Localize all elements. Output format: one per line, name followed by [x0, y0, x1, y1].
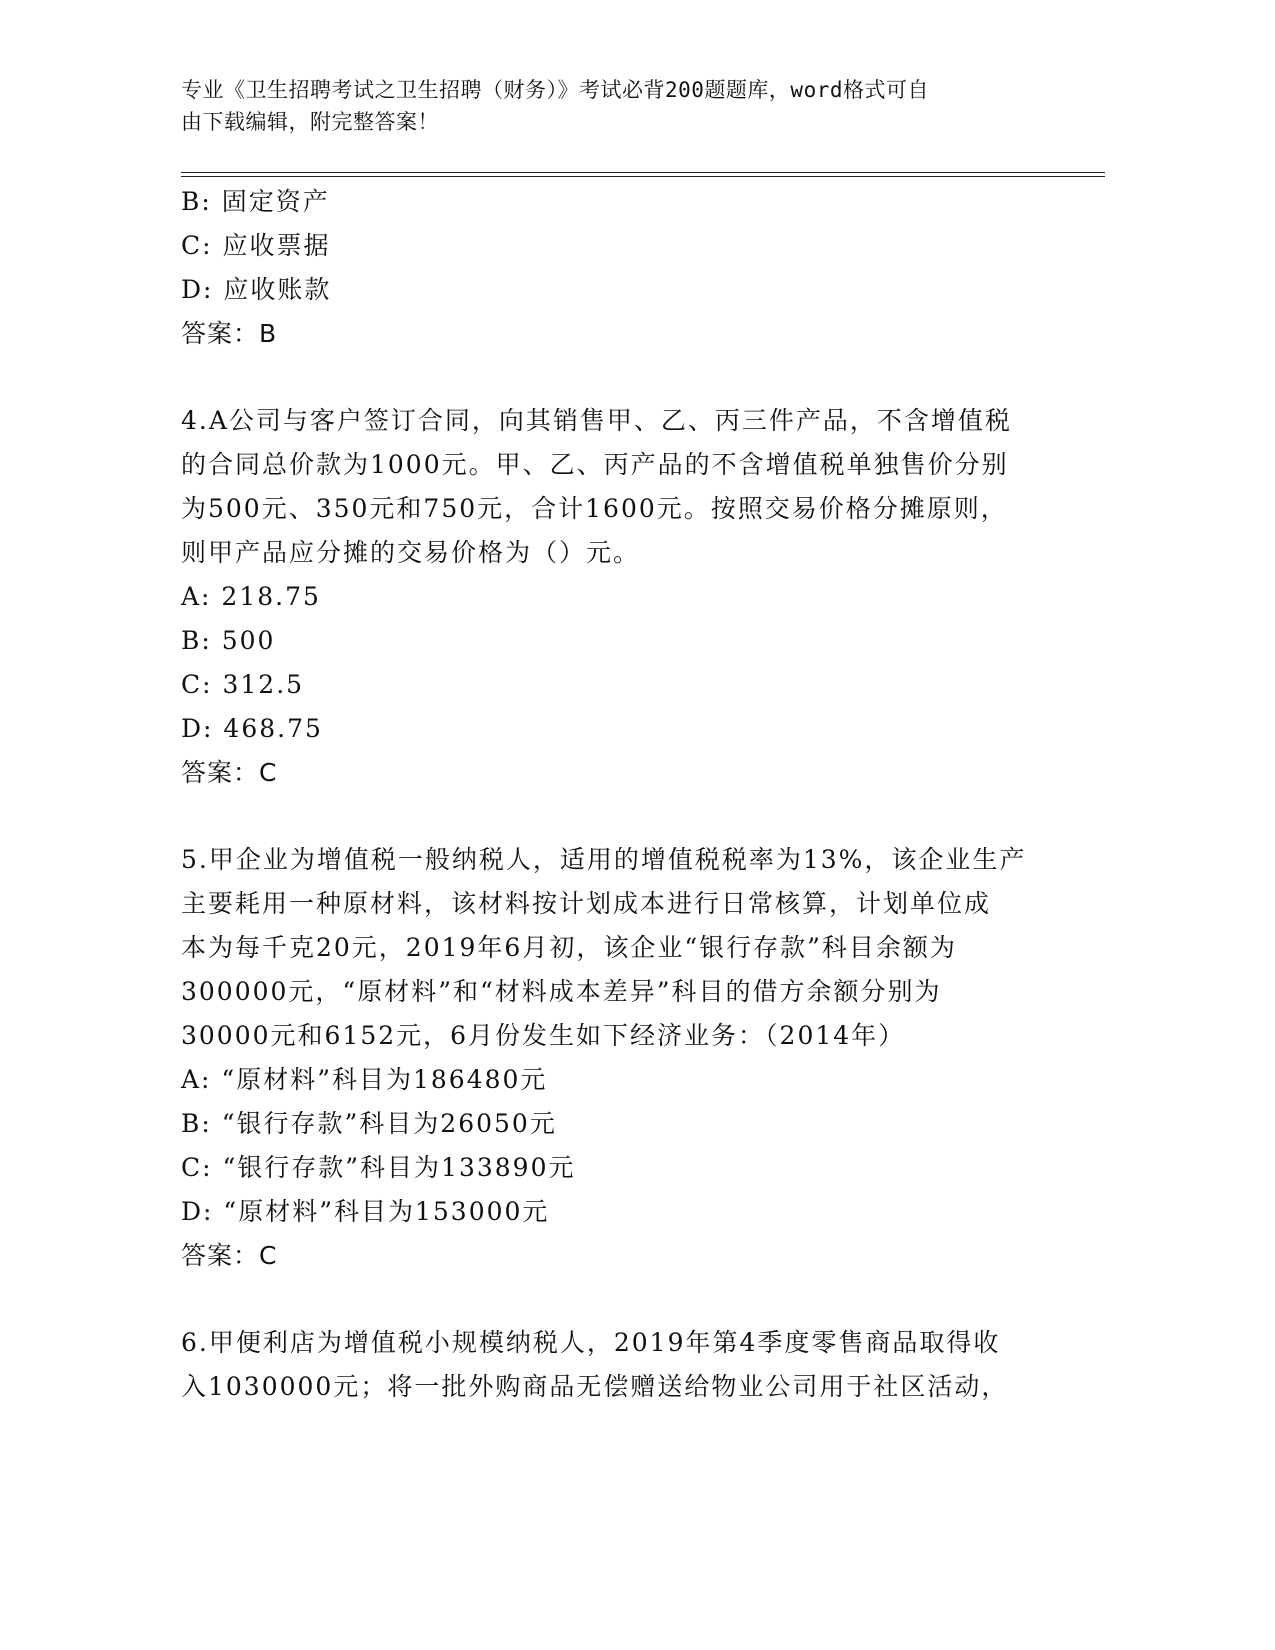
- option-c: C: “银行存款”科目为133890元: [181, 1153, 576, 1182]
- question-5-stem-line: 30000元和6152元，6月份发生如下经济业务：（2014年）: [181, 1021, 906, 1050]
- question-6-stem-line: 6.甲便利店为增值税小规模纳税人，2019年第4季度零售商品取得收: [181, 1328, 1001, 1357]
- option-d: D: “原材料”科目为153000元: [181, 1197, 550, 1226]
- document-header: [181, 74, 1031, 138]
- question-5-stem-line: 5.甲企业为增值税一般纳税人，适用的增值税税率为13%，该企业生产: [181, 845, 1027, 874]
- option-a: A: “原材料”科目为186480元: [181, 1065, 548, 1094]
- option-c: C: 312.5: [181, 670, 305, 699]
- header-line-1: 专业《卫生招聘考试之卫生招聘（财务）》考试必背200题题库，word格式可自: [181, 78, 929, 102]
- question-5-block: [181, 838, 1041, 1278]
- answer-line: 答案：C: [181, 758, 278, 787]
- question-4-stem-line: 的合同总价款为1000元。甲、乙、丙产品的不含增值税单独售价分别: [181, 450, 1009, 479]
- question-4-block: [181, 399, 1041, 795]
- question-6-block: [181, 1321, 1041, 1409]
- question-5-stem-line: 本为每千克20元，2019年6月初，该企业“银行存款”科目余额为: [181, 933, 957, 962]
- answer-line: 答案：C: [181, 1241, 278, 1270]
- option-c: C: 应收票据: [181, 231, 331, 260]
- option-d: D: 468.75: [181, 714, 323, 743]
- question-6-stem-line: 入1030000元；将一批外购商品无偿赠送给物业公司用于社区活动，: [181, 1372, 1009, 1401]
- question-4-stem-line: 为500元、350元和750元，合计1600元。按照交易价格分摊原则，: [181, 494, 1008, 523]
- header-divider-bottom: [181, 176, 1105, 177]
- answer-line: 答案：B: [181, 319, 278, 348]
- question-5-stem-line: 主要耗用一种原材料，该材料按计划成本进行日常核算，计划单位成: [181, 889, 992, 918]
- header-divider-top: [181, 172, 1105, 173]
- question-5-stem-line: 300000元，“原材料”和“材料成本差异”科目的借方余额分别为: [181, 977, 942, 1006]
- question-4-stem-line: 则甲产品应分摊的交易价格为（）元。: [181, 538, 641, 567]
- option-a: A: 218.75: [181, 582, 321, 611]
- option-b: B: 500: [181, 626, 276, 655]
- option-b: B: “银行存款”科目为26050元: [181, 1109, 557, 1138]
- question-4-stem-line: 4.A公司与客户签订合同，向其销售甲、乙、丙三件产品，不含增值税: [181, 406, 1012, 435]
- option-d: D: 应收账款: [181, 275, 332, 304]
- prev-question-block: [181, 180, 1041, 356]
- header-line-2: 由下载编辑，附完整答案！: [181, 110, 439, 134]
- question-list: [181, 180, 1041, 1409]
- option-b: B: 固定资产: [181, 187, 330, 216]
